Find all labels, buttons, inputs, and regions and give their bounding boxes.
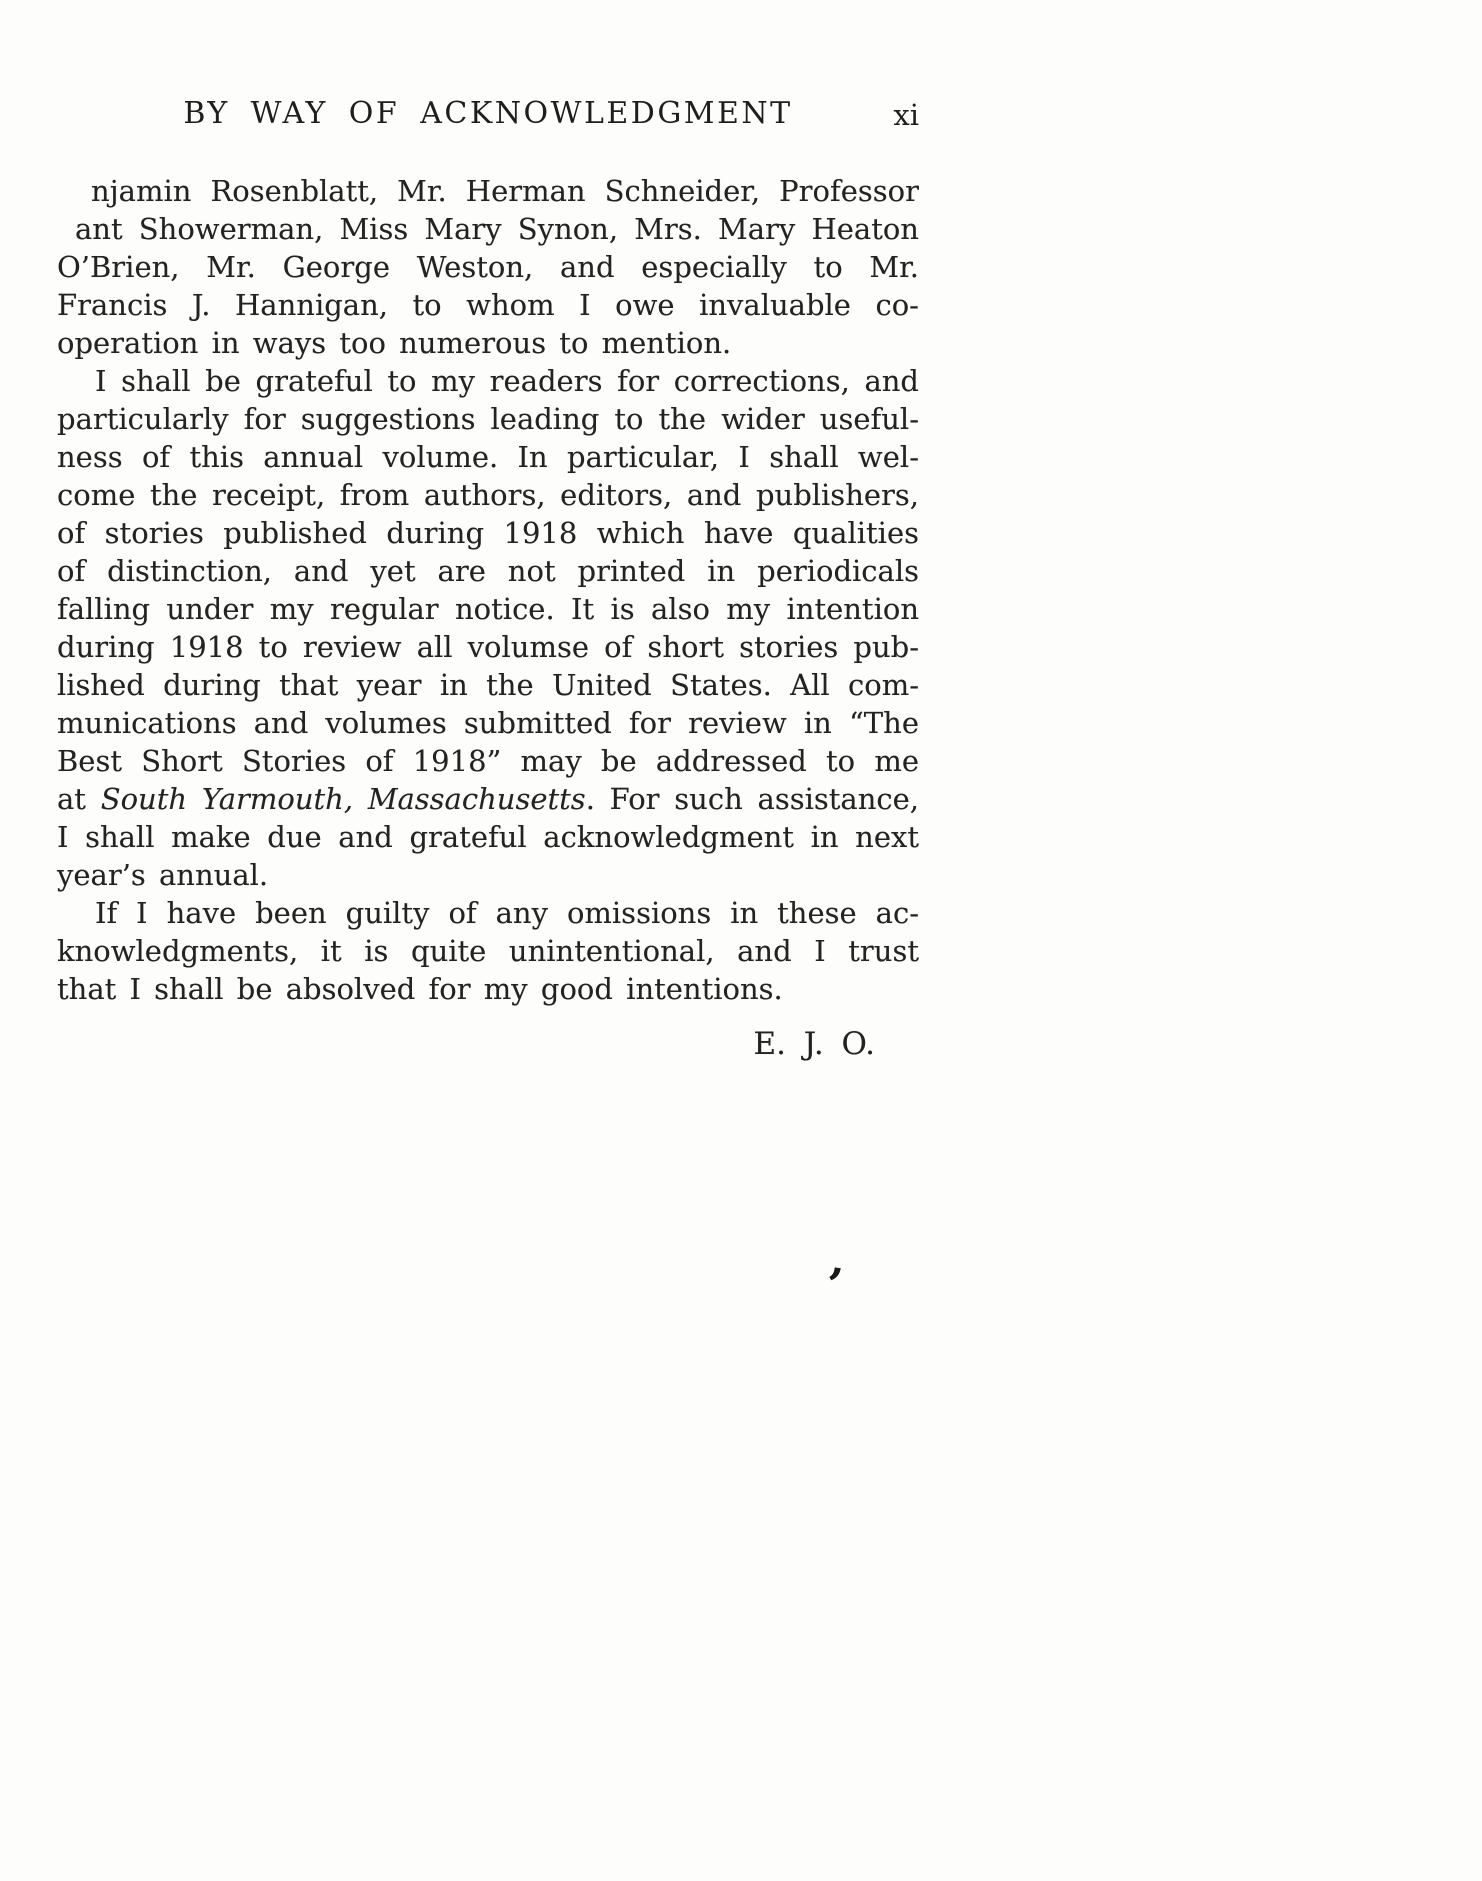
- text-line: of distinction, and yet are not printed in periodicals: [57, 554, 919, 588]
- text-line: falling under my regular notice. It is also my intention: [57, 592, 919, 626]
- text-line: come the receipt, from authors, editors, and publishers,: [57, 478, 919, 512]
- text-line: year’s annual.: [57, 858, 269, 892]
- body-text: [57, 172, 919, 1008]
- text-line: Francis J. Hannigan, to whom I owe invaluable co-: [57, 288, 919, 322]
- chapter-title: BY WAY OF ACKNOWLEDGMENT: [183, 96, 793, 131]
- text-line: operation in ways too numerous to mention.: [57, 326, 732, 360]
- text-line: I shall be grateful to my readers for corrections, and: [95, 364, 919, 398]
- text-line: munications and volumes submitted for review in “The: [57, 706, 919, 740]
- text-line: If I have been guilty of any omissions in these ac-: [95, 896, 919, 930]
- italic-text: South Yarmouth, Massachusetts: [100, 782, 586, 816]
- text-line: njamin Rosenblatt, Mr. Herman Schneider, Professor: [91, 174, 919, 208]
- text-line: [57, 780, 919, 818]
- text-line: O’Brien, Mr. George Weston, and especially to Mr.: [57, 250, 919, 284]
- text-line: I shall make due and grateful acknowledgment in next: [57, 820, 919, 854]
- page-header: [57, 96, 919, 138]
- text-segment: . For such assistance,: [585, 782, 919, 816]
- text-line: during 1918 to review all volumse of short stories pub-: [57, 630, 919, 664]
- signature: E. J. O.: [753, 1026, 875, 1062]
- paragraph: [57, 362, 919, 894]
- page-number: xi: [893, 98, 919, 132]
- text-line: knowledgments, it is quite unintentional, and I trust: [57, 934, 919, 968]
- ink-mark-artifact: ’: [822, 1257, 846, 1313]
- text-segment: at: [57, 782, 101, 816]
- text-line: ant Showerman, Miss Mary Synon, Mrs. Mary Heaton: [75, 212, 919, 246]
- text-line: Best Short Stories of 1918” may be addressed to me: [57, 744, 919, 778]
- text-line: of stories published during 1918 which have qualities: [57, 516, 919, 550]
- paragraph: [57, 172, 919, 362]
- text-line: ness of this annual volume. In particular, I shall wel-: [57, 440, 919, 474]
- paragraph: [57, 894, 919, 1008]
- text-line: lished during that year in the United States. All com-: [57, 668, 919, 702]
- text-line: that I shall be absolved for my good intentions.: [57, 972, 783, 1006]
- text-line: particularly for suggestions leading to the wider useful-: [57, 402, 919, 436]
